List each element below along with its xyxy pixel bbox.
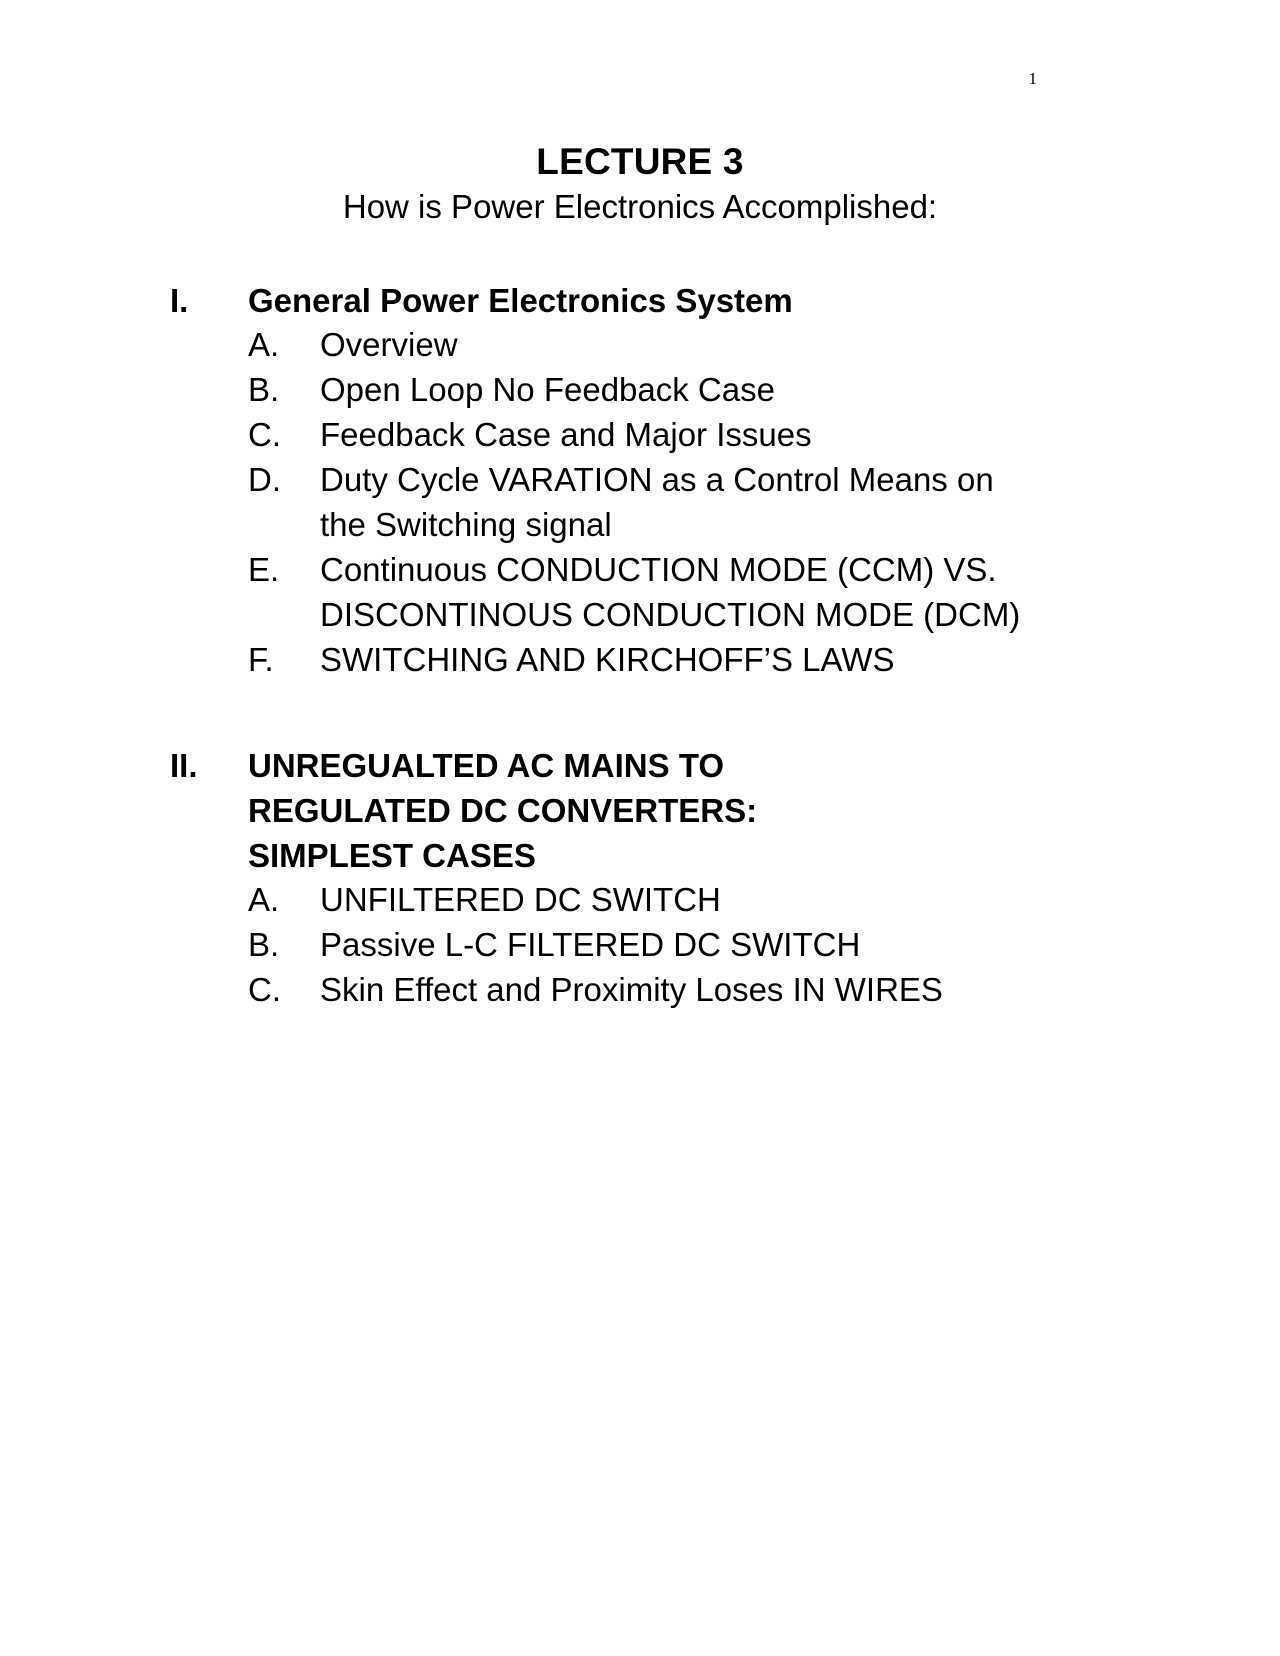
list-item-text: Overview xyxy=(320,326,458,364)
list-item-text: Continuous CONDUCTION MODE (CCM) VS. DISCONTINOUS CONDUCTION MODE (DCM) xyxy=(320,550,1021,633)
section-one-heading xyxy=(170,279,1110,324)
list-item xyxy=(248,968,1110,1013)
section-two-list xyxy=(170,878,1110,1013)
section-one-number: I. xyxy=(170,281,189,319)
list-item xyxy=(248,368,1110,413)
list-item-letter: A. xyxy=(248,881,280,919)
list-item xyxy=(248,413,1110,458)
document-subtitle: How is Power Electronics Accomplished: xyxy=(342,188,938,226)
list-item-letter: D. xyxy=(248,461,281,499)
list-item-letter: E. xyxy=(248,550,280,588)
list-item-letter: C. xyxy=(248,970,281,1008)
list-item-letter: B. xyxy=(248,925,280,963)
list-item-text: UNFILTERED DC SWITCH xyxy=(320,881,721,919)
list-item xyxy=(248,458,1110,548)
list-item-text: Skin Effect and Proximity Loses IN WIRES xyxy=(320,970,943,1008)
list-item xyxy=(248,878,1110,923)
section-one-title: General Power Electronics System xyxy=(248,281,793,319)
document-title: LECTURE 3 xyxy=(536,141,744,182)
page-number: 1 xyxy=(1028,69,1037,88)
list-item-letter: F. xyxy=(248,640,274,678)
section-two-heading xyxy=(170,744,1110,878)
section-two-title: UNREGUALTED AC MAINS TO REGULATED DC CONVERTERS: SIMPLEST CASES xyxy=(248,747,758,874)
list-item xyxy=(248,548,1110,638)
list-item-letter: B. xyxy=(248,371,280,409)
list-item-text: SWITCHING AND KIRCHOFF’S LAWS xyxy=(320,640,895,678)
list-item xyxy=(248,323,1110,368)
list-item xyxy=(248,638,1110,683)
list-item-text: Duty Cycle VARATION as a Control Means on the Switching signal xyxy=(320,461,994,543)
section-two-number: II. xyxy=(170,747,198,785)
document-content xyxy=(170,140,1110,1013)
list-item-text: Open Loop No Feedback Case xyxy=(320,371,775,409)
list-item xyxy=(248,923,1110,968)
section-two xyxy=(170,744,1110,1012)
list-item-text: Passive L-C FILTERED DC SWITCH xyxy=(320,925,861,963)
list-item-text: Feedback Case and Major Issues xyxy=(320,416,812,454)
section-one-list xyxy=(170,323,1110,682)
section-one xyxy=(170,279,1110,683)
list-item-letter: A. xyxy=(248,326,280,364)
list-item-letter: C. xyxy=(248,416,281,454)
